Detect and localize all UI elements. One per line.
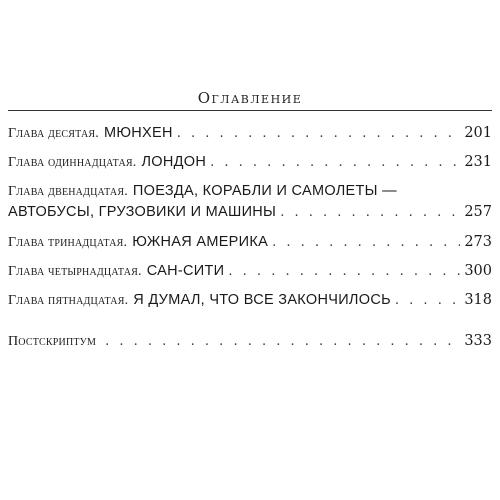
toc-entry-line [8,261,492,282]
toc-list [8,123,492,360]
chapter-label: Глава пятнадцатая. [8,293,129,308]
page-number: 257 [464,204,492,220]
page-number: 273 [464,234,492,250]
dot-leader [228,262,460,282]
chapter-title: ПОЕЗДА, КОРАБЛИ И САМОЛЕТЫ — [132,183,397,199]
toc-entry-line [8,331,492,352]
chapter-label: Глава десятая. [8,126,99,141]
chapter-title: ЮЖНАЯ АМЕРИКА [132,234,269,250]
chapter-title-continued: АВТОБУСЫ, ГРУЗОВИКИ И МАШИНЫ [8,204,277,220]
toc-entry-line [8,123,492,144]
heading-wrap [8,88,492,107]
toc-entry-postscript[interactable] [8,331,492,351]
chapter-title: Я ДУМАЛ, ЧТО ВСЕ ЗАКОНЧИЛОСЬ [133,292,391,308]
postscript-label: Постскриптум [8,334,97,349]
toc-entry-14[interactable] [8,261,492,281]
toc-entry-line [8,181,492,202]
dot-leader [280,203,460,223]
dot-leader [210,153,460,173]
toc-entry-line [8,232,492,253]
toc-entry-15[interactable] [8,290,492,310]
section-spacer [8,319,492,331]
dot-leader [395,291,460,311]
chapter-label: Глава одиннадцатая. [8,155,137,170]
chapter-label: Глава четырнадцатая. [8,264,142,279]
page-number: 201 [464,125,492,141]
chapter-title: МЮНХЕН [103,125,173,141]
page-number: 300 [464,263,492,279]
toc-entry-12[interactable] [8,181,492,223]
toc-entry-line [8,290,492,311]
toc-entry-13[interactable] [8,232,492,252]
toc-entry-line [8,152,492,173]
chapter-label: Глава тринадцатая. [8,235,128,250]
dot-leader [105,332,460,352]
toc-heading: Оглавление [197,89,303,107]
page-number: 318 [464,292,492,308]
heading-rule [8,110,492,111]
chapter-label: Глава двенадцатая. [8,184,128,199]
dot-leader [177,124,461,144]
page-number: 231 [464,154,492,170]
toc-entry-11[interactable] [8,152,492,172]
toc-entry-line-2 [8,202,492,223]
dot-leader [272,233,460,253]
toc-entry-10[interactable] [8,123,492,143]
page-number: 333 [464,333,492,349]
chapter-title: ЛОНДОН [141,154,207,170]
chapter-title: САН-СИТИ [146,263,225,279]
